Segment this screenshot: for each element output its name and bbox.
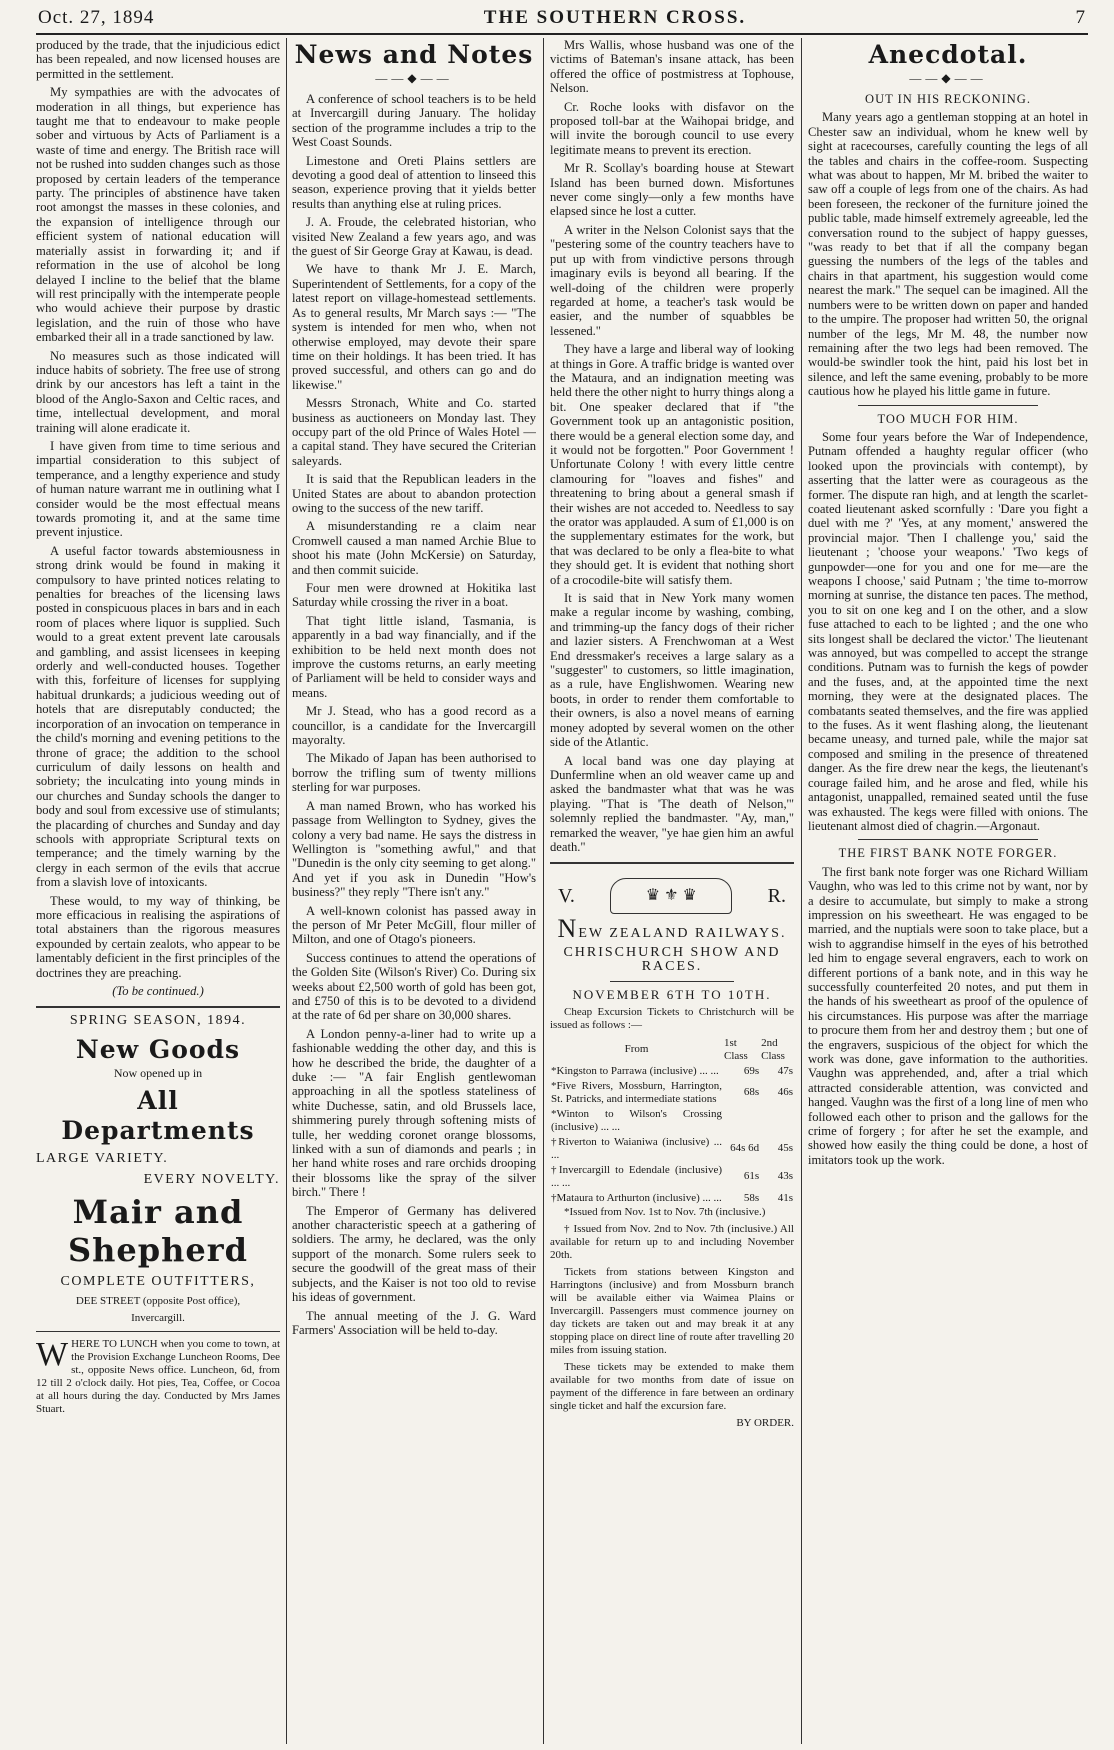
news-item: Mrs Wallis, whose husband was one of the victims of Bateman's insane attack, has been offered the office of postmistress at Tophouse, Nelson. — [550, 38, 794, 96]
ad-address: DEE STREET (opposite Post office), — [75, 1295, 241, 1308]
divider — [550, 862, 794, 864]
news-item: Success continues to attend the operations of the Golden Site (Wilson's River) Co. During six weeks about £2,500 worth of gold has been got, and £750 of this is to be devoted to a dividend at the rate of 6d per share on 30,000 shares. — [292, 950, 536, 1023]
divider — [858, 839, 1038, 840]
divider — [36, 1331, 280, 1332]
section-heading-news: News and Notes — [294, 40, 534, 69]
fare-second: 41s — [777, 1191, 793, 1204]
col-from: From — [624, 1043, 649, 1056]
fare-from: *Five Rivers, Mossburn, Harrington, St. Patricks, and intermediate stations — [551, 1079, 722, 1105]
news-item: It is said that the Republican leaders in the United States are about to abandon protection owing to the success of the new tariff. — [292, 472, 536, 515]
column-1 — [36, 38, 280, 1744]
fare-first: 68s — [743, 1086, 760, 1099]
ad-novelty: EVERY NOVELTY. — [143, 1171, 280, 1187]
news-item: We have to thank Mr J. E. March, Superintendent of Settlements, for a copy of the latest report on village-homestead settlements. As to general results, Mr March says :— "The system is intended for men who, when not otherwise employed, may devote their spare time on their holdings. It has been tried. It has proved successful, and others can go and do likewise." — [292, 262, 536, 392]
table-row — [550, 1135, 794, 1163]
section-heading-anecdotal: Anecdotal. — [868, 40, 1028, 69]
royal-crest-row — [558, 878, 786, 914]
news-item: They have a large and liberal way of looking at things in Gore. A traffic bridge is wanted over the Mataura, and an indignation meeting was held there the other night to hurry things along a bit. One speaker declared that if "the Government took up an antagonistic position, there would be a general election some day, and it would not be forgotten." Poor Government ! Unfortunate Colony ! with every little centre clamouring for "loaves and fishes" and threatening to bring about a general smash if their wishes are not acceded to. Needless to say the orator was applauded. A sum of £1,000 is on the supplementary estimates for the work, but that was declared to be only a flea-bite to what they should get. It is evident that nothing short of a crocodile-bite will satisfy them. — [550, 342, 794, 587]
to-be-continued: (To be continued.) — [112, 984, 204, 998]
news-item: A man named Brown, who has worked his passage from Wellington to Sydney, gives the colony a very bad name. He says the distress in Wellington is "something awful," and that "Dunedin is the only city seeming to get along." And yet if you ask in Dunedin "How's business?" they reply "There isn't any." — [292, 798, 536, 900]
newspaper-title: THE SOUTHERN CROSS. — [483, 7, 747, 28]
story-title: TOO MUCH FOR HIM. — [877, 411, 1019, 426]
railways-note: † Issued from Nov. 2nd to Nov. 7th (inclusive.) All available for return up to and including November 20th. — [550, 1222, 794, 1261]
news-item: The Emperor of Germany has delivered another characteristic speech at a gathering of soldiers. The army, he declared, was the only support of the monarch. Some rulers seek to secure the goodwill of the great mass of their subjects, and the Kaiser is not too old to revise his ideas of government. — [292, 1203, 536, 1305]
fare-second: 43s — [777, 1170, 793, 1183]
page-number: 7 — [1075, 7, 1086, 28]
fare-from: †Mataura to Arthurton (inclusive) ... ... — [551, 1191, 722, 1204]
fare-second: 47s — [777, 1064, 793, 1077]
news-item: The Mikado of Japan has been authorised to borrow the trifling sum of twenty millions sterling for war purposes. — [292, 751, 536, 795]
fare-second — [760, 1107, 794, 1135]
column-2 — [292, 38, 536, 1744]
table-row — [550, 1079, 794, 1107]
v-letter: V. — [558, 885, 575, 908]
ad-mair-and: Mair and — [72, 1193, 244, 1232]
fare-from: *Winton to Wilson's Crossing (inclusive) ... ... — [551, 1107, 722, 1133]
ornament-divider: ——◆—— — [375, 71, 453, 85]
story-text: The first bank note forger was one Richard William Vaughn, who was led to this crime not by want, nor by a desire to accumulate, but simply to make a strong impression on his sweetheart. He was engaged to be married, and the nuptials were soon to take place, but a wish to aggrandise himself in the eyes of his betrothed led him to engage several engravers, each to work on different portions of a bank note, and in this way he successfully counterfeited 20 notes, and put them in the hands of his sweetheart as proof of the opulence of his circumstances. His purpose was after the marriage to procure them from her and destroy them ; but one of the engravers, suspicious of the object for which the work was done, gave information to the authorities. Vaughn was apprehended, and, after a trial which attracted considerable attention, was convicted and hanged. Vaughn was the first of a long line of men who followed each other to prison and the gallows for the crime of forgery ; for after he set the example, and showed how easily the thing could be done, a host of imitators took up the work. — [808, 864, 1088, 1167]
dropcap-letter: N — [557, 914, 579, 944]
lunch-advertisement — [36, 1338, 280, 1416]
divider — [610, 981, 734, 982]
r-letter: R. — [767, 885, 786, 908]
news-item: Mr J. Stead, who has a good record as a councillor, is a candidate for the Invercargill mayoralty. — [292, 704, 536, 748]
col-second-class: 2nd Class — [761, 1036, 785, 1062]
railways-note: These tickets may be extended to make them available for two months from date of issue on payment of the difference in fare between an ordinary single ticket and half the excursion fare. — [550, 1360, 794, 1412]
story-text: Many years ago a gentleman stopping at an hotel in Chester saw an individual, whom he knew well by sight at racecourses, carefully counting the legs of all the tables and chairs in the coffee-room. Suspecting what was about to happen, Mr M. bribed the waiter to saw off a couple of legs from one of the chairs. As had been foreseen, the reckoner of the furniture joined the public table, made himself extremely agreeable, led the conversation round to the subject of happy guesses, "was ready to bet that if all the company began guessing the numbers of the legs of the tables and chairs in that apartment, his suggestion would come nearest the mark." The sequel can be imagined. All the numbers were to be written down on paper and handed to the umpire. The proposer had written 50, the orignal number of the legs, Mr M. 48, the number now remaining after the two legs had been removed. The would-be swindler took the hint, paid his lost bet in silence, and left the same evening, probably to be more cautious how he played his little game in future. — [808, 110, 1088, 399]
table-row — [550, 1191, 794, 1206]
news-item: Messrs Stronach, White and Co. started business as auctioneers on Monday last. They occupy part of the old Prince of Wales Hotel — a capital stand. They have secured the Criterian saleyards. — [292, 396, 536, 468]
fare-first: 58s — [743, 1191, 760, 1204]
railways-subtitle: CHRISCHURCH SHOW AND RACES. — [563, 944, 781, 975]
ornament-divider: ——◆—— — [909, 71, 987, 85]
ad-season: SPRING SEASON, 1894. — [69, 1013, 247, 1029]
news-item: A misunderstanding re a claim near Cromwell caused a man named Archie Blue to shoot his mate (John McKersie) on Saturday, and then commit suicide. — [292, 519, 536, 577]
news-item: J. A. Froude, the celebrated historian, who visited New Zealand a few years ago, and was the guest of Sir George Gray at Kawau, is dead. — [292, 215, 536, 259]
railways-dates: NOVEMBER 6TH TO 10TH. — [572, 986, 772, 1002]
news-item: Cr. Roche looks with disfavor on the proposed toll-bar at the Waihopai bridge, and will invite the borough council to use every legitimate means to prevent its erection. — [550, 99, 794, 157]
fare-second: 45s — [777, 1142, 793, 1155]
fare-from: †Riverton to Waianiwa (inclusive) ... ... — [551, 1135, 722, 1161]
story-title: THE FIRST BANK NOTE FORGER. — [838, 846, 1058, 861]
news-item: A well-known colonist has passed away in the person of Mr Peter McGill, flour miller of Milton, and one of Otago's pioneers. — [292, 903, 536, 947]
columns — [36, 38, 1088, 1744]
article-paragraph: These would, to my way of thinking, be more efficacious in realising the aspirations of total abstainers than the rigorous measures expounded by certain zealots, who appear to be lamentably deficient in the first principles of the doctrines they are preaching. — [36, 893, 280, 980]
railways-title — [550, 914, 794, 944]
news-item: Four men were drowned at Hokitika last Saturday while crossing the river in a boat. — [292, 581, 536, 610]
article-paragraph: No measures such as those indicated will induce habits of sobriety. The free use of strong drink by our ancestors has left a taint in the blood of the Anglo-Saxon and Celtic races, and time, intellectual development, and moral training will alone eradicate it. — [36, 348, 280, 435]
dropcap-letter: W — [36, 1336, 69, 1374]
news-item: A writer in the Nelson Colonist says that the "pestering some of the country teachers have to put up with from vindictive persons through imaginary evils is beyond all bearing. If the well-doing of the children were properly regarded at home, a teacher's task would be easier, and the number of squabbles be lessened." — [550, 222, 794, 338]
table-header-row — [550, 1036, 794, 1064]
royal-crest-icon: ♛ ⚜ ♛ — [610, 878, 732, 914]
col-first-class: 1st Class — [724, 1036, 748, 1062]
news-item: Limestone and Oreti Plains settlers are devoting a good deal of attention to linseed this season, experience proving that it yields better results than anything else at ruling prices. — [292, 153, 536, 211]
ad-new-goods: New Goods — [75, 1034, 241, 1064]
issue-date: Oct. 27, 1894 — [38, 7, 155, 28]
railways-note: Tickets from stations between Kingston and Harringtons (inclusive) and from Mossburn branch will be available either via Waimea Plains or Invercargill. Passengers must commence journey on day tickets are taken out and may break it at any stopping place on direct line of route after travelling 20 miles from issuing station. — [550, 1265, 794, 1356]
news-item: A local band was one day playing at Dunfermline when an old weaver came up and asked the bandmaster what that was he was playing. "That is 'The death of Nelson,'" solemnly replied the bandmaster. "Ay, man," remarked the weaver, "ye hae gien him an awful death." — [550, 753, 794, 854]
table-row — [550, 1107, 794, 1135]
table-row — [550, 1163, 794, 1191]
fare-first: 61s — [743, 1170, 760, 1183]
story-title: OUT IN HIS RECKONING. — [865, 92, 1031, 106]
railways-title-text: EW ZEALAND RAILWAYS. — [578, 926, 787, 942]
table-row — [550, 1064, 794, 1079]
divider — [858, 405, 1038, 406]
news-item: Mr R. Scollay's boarding house at Stewart Island has been burned down. Misfortunes never come singly—only a few months have elapsed since he lost a cutter. — [550, 161, 794, 219]
article-paragraph: produced by the trade, that the injudicious edict has been repealed, and now licensed houses are permitted in the settlement. — [36, 38, 280, 81]
fare-first: 64s 6d — [730, 1142, 760, 1155]
railways-intro: Cheap Excursion Tickets to Christchurch will be issued as follows :— — [550, 1005, 794, 1031]
lunch-text: HERE TO LUNCH when you come to town, at the Provision Exchange Luncheon Rooms, Dee st., opposite News office. Luncheon, 6d, from 12 till 2 o'clock daily. Hot pies, Tea, Coffee, or Cocoa at all hours during the day. Conducted by Mrs James Stuart. — [36, 1338, 280, 1416]
railway-advertisement — [550, 878, 794, 1430]
advertisement-mair-shepherd — [36, 1014, 280, 1325]
article-paragraph: My sympathies are with the advocates of moderation in all things, but experience has taught me that to endeavour to make people sober and virtuous by Acts of Parliament is a waste of time and energy. The British race will not be rushed into sudden changes such as those proposed by certain leaders of the temperance party. The principles of abstinence have taken root amongst the masses in these colonies, and the expansion of intelligence through our efficient system of national education will materially assist in forwarding it; and if reformation in the use of alcohol be long delayed I incline to the belief that the blame will rest principally with the intemperate people who would achieve their purpose by drastic legislation, and the ruin of those who have embarked their all in a trade sanctioned by law. — [36, 85, 280, 345]
column-3 — [550, 38, 794, 1744]
fare-from: *Kingston to Parrawa (inclusive) ... ... — [551, 1064, 719, 1077]
railways-note: *Issued from Nov. 1st to Nov. 7th (inclusive.) — [564, 1205, 766, 1218]
fares-table — [550, 1036, 794, 1206]
fare-first — [723, 1107, 760, 1135]
column-4 — [808, 38, 1088, 1744]
story-text: Some four years before the War of Independence, Putnam offended a haughty regular officer (who looked upon the provincials with contempt), by asserting that the latter were as courageous as the former. The dispute ran high, and at length the scarlet-coated lieutenant asked scornfully : 'Dare you fight a duel with me ?' 'Yes, at any moment,' answered the provincial major. 'Then I challenge you,' said the lieutenant ; 'choose your weapons.' 'Two kegs of gunpowder—one for you and one for me—are the weapons I choose,' said Putnam ; 'the time to-morrow morning at sunrise, the distance ten paces. The method, you to sit on one keg and I on the other, and a slow fuse attached to each to be lighted ; and the one who sits longest shall be declared the victor.' The lieutenant was annoyed, but was compelled to accept the strange conditions. Putnam was to furnish the kegs of powder and the fuses, and, at the appointed time the next morning, they were at the designated places. The combatants seated themselves, and the fire was applied to the fuses. As it went flashing along, the lieutenant became uneasy, and turned pale, while the major sat composed and smiling in the presence of threatened danger. As the fire drew near the kegs, the lieutenant's courage failed him, and he arose and fled, while his antagonist, unappalled, remained seated until the fuse was exhausted. The kegs were filled with onions. The lieutenant almost died of chagrin.—Argonaut. — [808, 429, 1088, 833]
article-paragraph: I have given from time to time serious and impartial consideration to this subject of temperance, and a lengthy experience and study of human nature warrant me in outlining what I consider would be the most effectual means towards promoting it, and at the same time prevent injustice. — [36, 438, 280, 540]
fare-first: 69s — [743, 1064, 760, 1077]
ad-opened: Now opened up in — [113, 1065, 203, 1080]
page-header — [38, 6, 1086, 30]
fare-second: 46s — [777, 1086, 793, 1099]
ad-shepherd: Shepherd — [68, 1231, 248, 1270]
header-rule — [36, 33, 1088, 35]
ad-town: Invercargill. — [131, 1312, 185, 1325]
news-item: The annual meeting of the J. G. Ward Farmers' Association will be held to-day. — [292, 1308, 536, 1337]
by-order: BY ORDER. — [736, 1416, 794, 1429]
news-item: It is said that in New York many women make a regular income by washing, combing, and trimming-up the fancy dogs of their richer and lazier sisters. A Frenchwoman at a West End dressmaker's receives a large salary as a "suggester" to customers, so little imagination, as a rule, have Englishwomen. Wearing new boots, in order to render them comfortable to their owners, is also a novel means of earning money adopted by several women on the other side of the Atlantic. — [550, 591, 794, 750]
news-item: That tight little island, Tasmania, is apparently in a bad way financially, and if the exhibition to be held next month does not improve the customs returns, an early meeting of Parliament will be held to consider ways and means. — [292, 613, 536, 700]
news-item: A conference of school teachers is to be held at Invercargill during January. The holiday section of the programme includes a trip to the West Coast Sounds. — [292, 92, 536, 150]
divider — [36, 1006, 280, 1008]
ad-variety: LARGE VARIETY. — [36, 1151, 169, 1167]
ad-all-departments: All Departments — [61, 1086, 255, 1146]
ad-outfitters: COMPLETE OUTFITTERS, — [60, 1274, 256, 1290]
news-item: A London penny-a-liner had to write up a fashionable wedding the other day, and this is how he described the bride, the daughter of a duke :— "A fair English gentlewoman approaching in all the spotless stateliness of white Duchesse, satin, and old Brussels lace, shimmering purely through softening mists of tulle, her wedding coronet orange blossoms, linked with a sun of diamonds and pearls ; in her hand white roses and rare orchids drooping their blossoms like the spray of the silver birch." There ! — [292, 1026, 536, 1200]
article-paragraph: A useful factor towards abstemiousness in strong drink would be found in making it compulsory to have printed notices relating to penalties for breaches of the licensing laws posted in conspicuous places in bars and in each room of places where liquor is supplied. Such would to a great extent prevent late carousals and gambling, and assist licensees in keeping orderly and well-conducted houses. Together with this, forfeiture of licenses for supplying habitual drunkards; a judicious weeding out of hotels that are disreputably conducted; the incorporation of an invocation on temperance in the child's morning and evening petitions to the throne of grace; the addition to the school curriculum of daily lessons on health and sobriety; the inculcating into young minds in our churches and Sunday schools the danger to body and soul from excessive use of stimulants; the placarding of churches and Sunday and day schools with appropriate Scriptural texts on temperance; and the timely warning by the clergy in each sermon of the evils that accrue from a slavish love of intoxicants. — [36, 543, 280, 890]
fare-from: †Invercargill to Edendale (inclusive) ... ... — [551, 1163, 722, 1189]
